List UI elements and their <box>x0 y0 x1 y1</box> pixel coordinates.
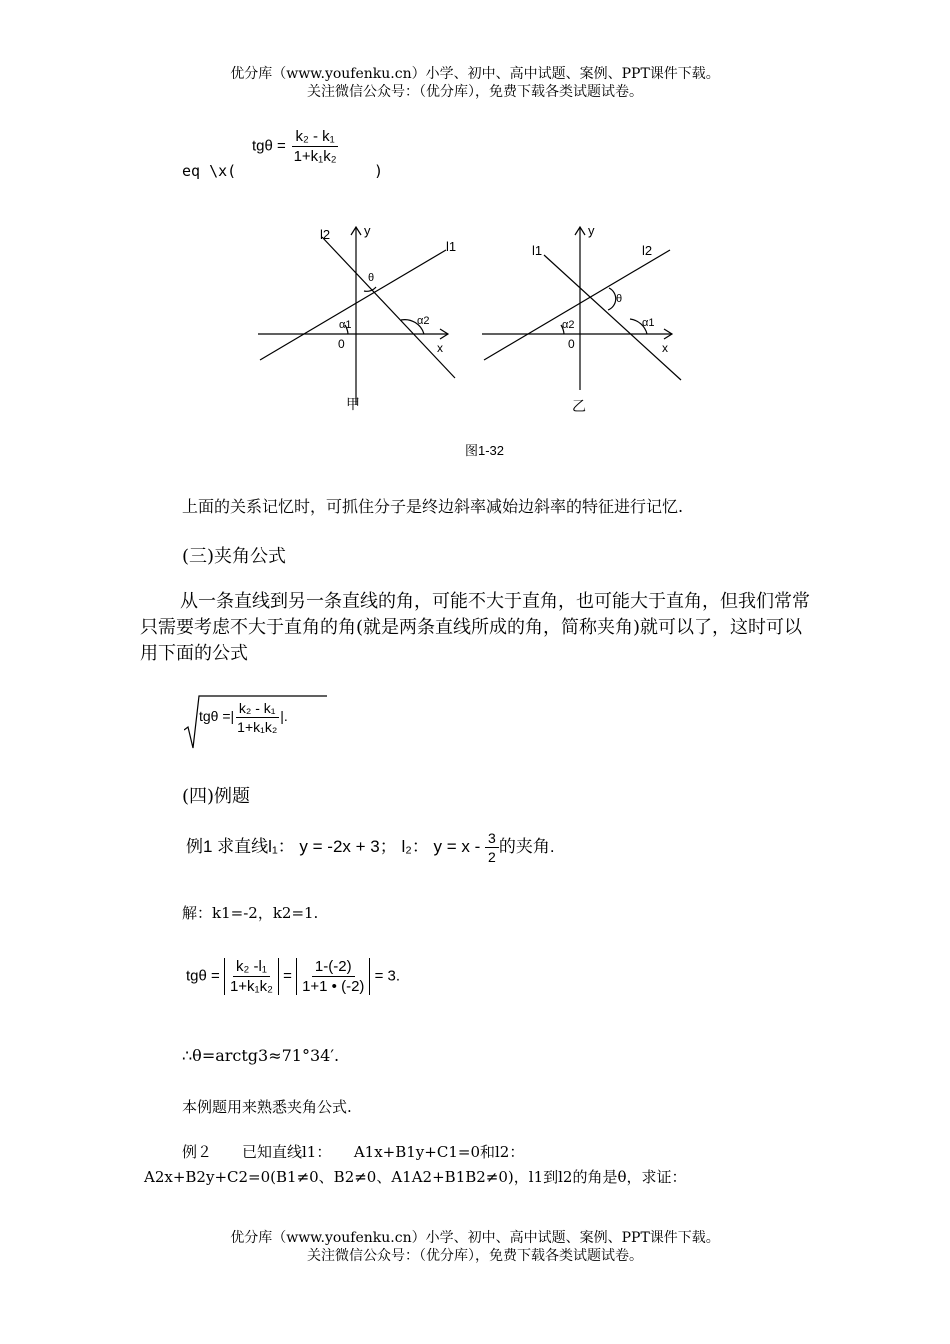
example-note: 本例题用来熟悉夹角公式. <box>182 1098 352 1116</box>
example-1-frac-num: 3 <box>485 830 499 848</box>
formula-tg-lhs: tgθ = <box>186 967 220 985</box>
right-caption: 乙 <box>572 398 586 414</box>
solution-intro: 解：k1=-2，k2=1. <box>182 904 319 922</box>
formula-tg <box>186 958 400 995</box>
formula-angle-fraction <box>234 700 280 735</box>
right-label-origin: 0 <box>568 337 575 351</box>
left-caption: 甲 <box>346 396 360 412</box>
formula-top-denominator: 1+k₁k₂ <box>293 148 337 165</box>
example-1 <box>186 830 555 865</box>
eq-field-prefix: eq \x( <box>182 162 237 180</box>
left-line-l2 <box>322 237 455 378</box>
left-label-x: x <box>437 341 443 355</box>
example-1-frac-den: 2 <box>488 849 496 865</box>
example-1-suffix: 的夹角. <box>498 836 555 856</box>
left-label-origin: 0 <box>338 337 345 351</box>
right-label-y: y <box>588 223 595 238</box>
formula-tg-frac2-den: 1+1 • (-2) <box>302 978 365 995</box>
example-2-line-2: A2x+B2y+C2=0(B1≠0、B2≠0、A1A2+B1B2≠0)，l1到l2的角是θ，求证： <box>144 1168 687 1186</box>
left-label-alpha2: α2 <box>417 315 430 327</box>
formula-tg-equals: = <box>283 967 292 985</box>
formula-angle-rhs: |. <box>280 708 288 725</box>
formula-tg-frac1-num: k₂ -l₁ <box>233 958 270 977</box>
example-2-line-1: 例２ 已知直线l1： A1x+B1y+C1=0和l2： <box>182 1143 525 1161</box>
footer-line-1: 优分库（www.youfenku.cn）小学、初中、高中试题、案例、PPT课件下载。 <box>230 1230 720 1246</box>
header-line-1: 优分库（www.youfenku.cn）小学、初中、高中试题、案例、PPT课件下载。 <box>230 66 720 82</box>
right-theta-arc <box>608 288 616 310</box>
example-1-prefix: 例1 求直线l₁： y = -2x + 3； l₂： y = x - <box>186 836 481 856</box>
left-label-y: y <box>364 223 371 238</box>
angle-paragraph: 从一条直线到另一条直线的角，可能不大于直角，也可能大于直角，但我们常常只需要考虑不大于直角的角(就是两条直线所成的角，简称夹角)就可以了，这时可以用下面的公式 <box>140 591 810 664</box>
formula-angle-body <box>199 700 288 735</box>
formula-angle <box>184 692 334 750</box>
header-line-2: 关注微信公众号：（优分库），免费下载各类试题试卷。 <box>307 84 643 100</box>
left-label-alpha1: α1 <box>339 319 352 331</box>
right-label-alpha1: α1 <box>642 317 655 329</box>
right-label-alpha2: α2 <box>562 319 575 331</box>
footer-line-2: 关注微信公众号：（优分库），免费下载各类试题试卷。 <box>307 1248 643 1264</box>
formula-angle-denominator: 1+k₁k₂ <box>237 719 278 735</box>
section-4-heading: (四)例题 <box>182 786 251 807</box>
right-label-x: x <box>662 341 668 355</box>
figure-caption: 图1-32 <box>465 443 505 458</box>
formula-tg-frac1-den: 1+k₁k₂ <box>229 978 273 995</box>
formula-tg-fraction-1 <box>227 958 276 995</box>
left-label-l2: l2 <box>320 227 331 242</box>
formula-tg-abs-1 <box>224 958 279 995</box>
left-label-theta: θ <box>368 272 375 284</box>
formula-top <box>252 128 340 165</box>
example-1-fraction <box>485 830 499 865</box>
left-line-l1 <box>260 250 446 360</box>
formula-tg-abs-2 <box>296 958 370 995</box>
formula-tg-frac2-num: 1-(-2) <box>312 958 355 977</box>
formula-tg-fraction-2 <box>299 958 367 995</box>
left-label-l1: l1 <box>446 239 457 254</box>
formula-angle-lhs: tgθ =| <box>199 708 235 725</box>
memory-note: 上面的关系记忆时，可抓住分子是终边斜率减始边斜率的特征进行记忆. <box>182 497 684 516</box>
formula-tg-result: = 3. <box>374 967 401 985</box>
section-3-heading: (三)夹角公式 <box>182 546 287 567</box>
theta-result: ∴θ=arctg3≈71°34′. <box>182 1046 340 1065</box>
right-line-l1 <box>544 255 681 380</box>
formula-top-fraction <box>291 128 340 165</box>
right-label-l1: l1 <box>532 243 543 258</box>
formula-angle-numerator: k₂ - k₁ <box>236 700 279 718</box>
right-line-l2 <box>484 250 670 360</box>
formula-top-numerator: k₂ - k₁ <box>292 128 337 147</box>
right-label-l2: l2 <box>642 243 653 258</box>
eq-field-suffix: ) <box>374 162 384 180</box>
right-label-theta: θ <box>616 293 623 305</box>
figure-1-32 <box>250 215 690 415</box>
formula-top-lhs: tgθ = <box>252 137 286 155</box>
